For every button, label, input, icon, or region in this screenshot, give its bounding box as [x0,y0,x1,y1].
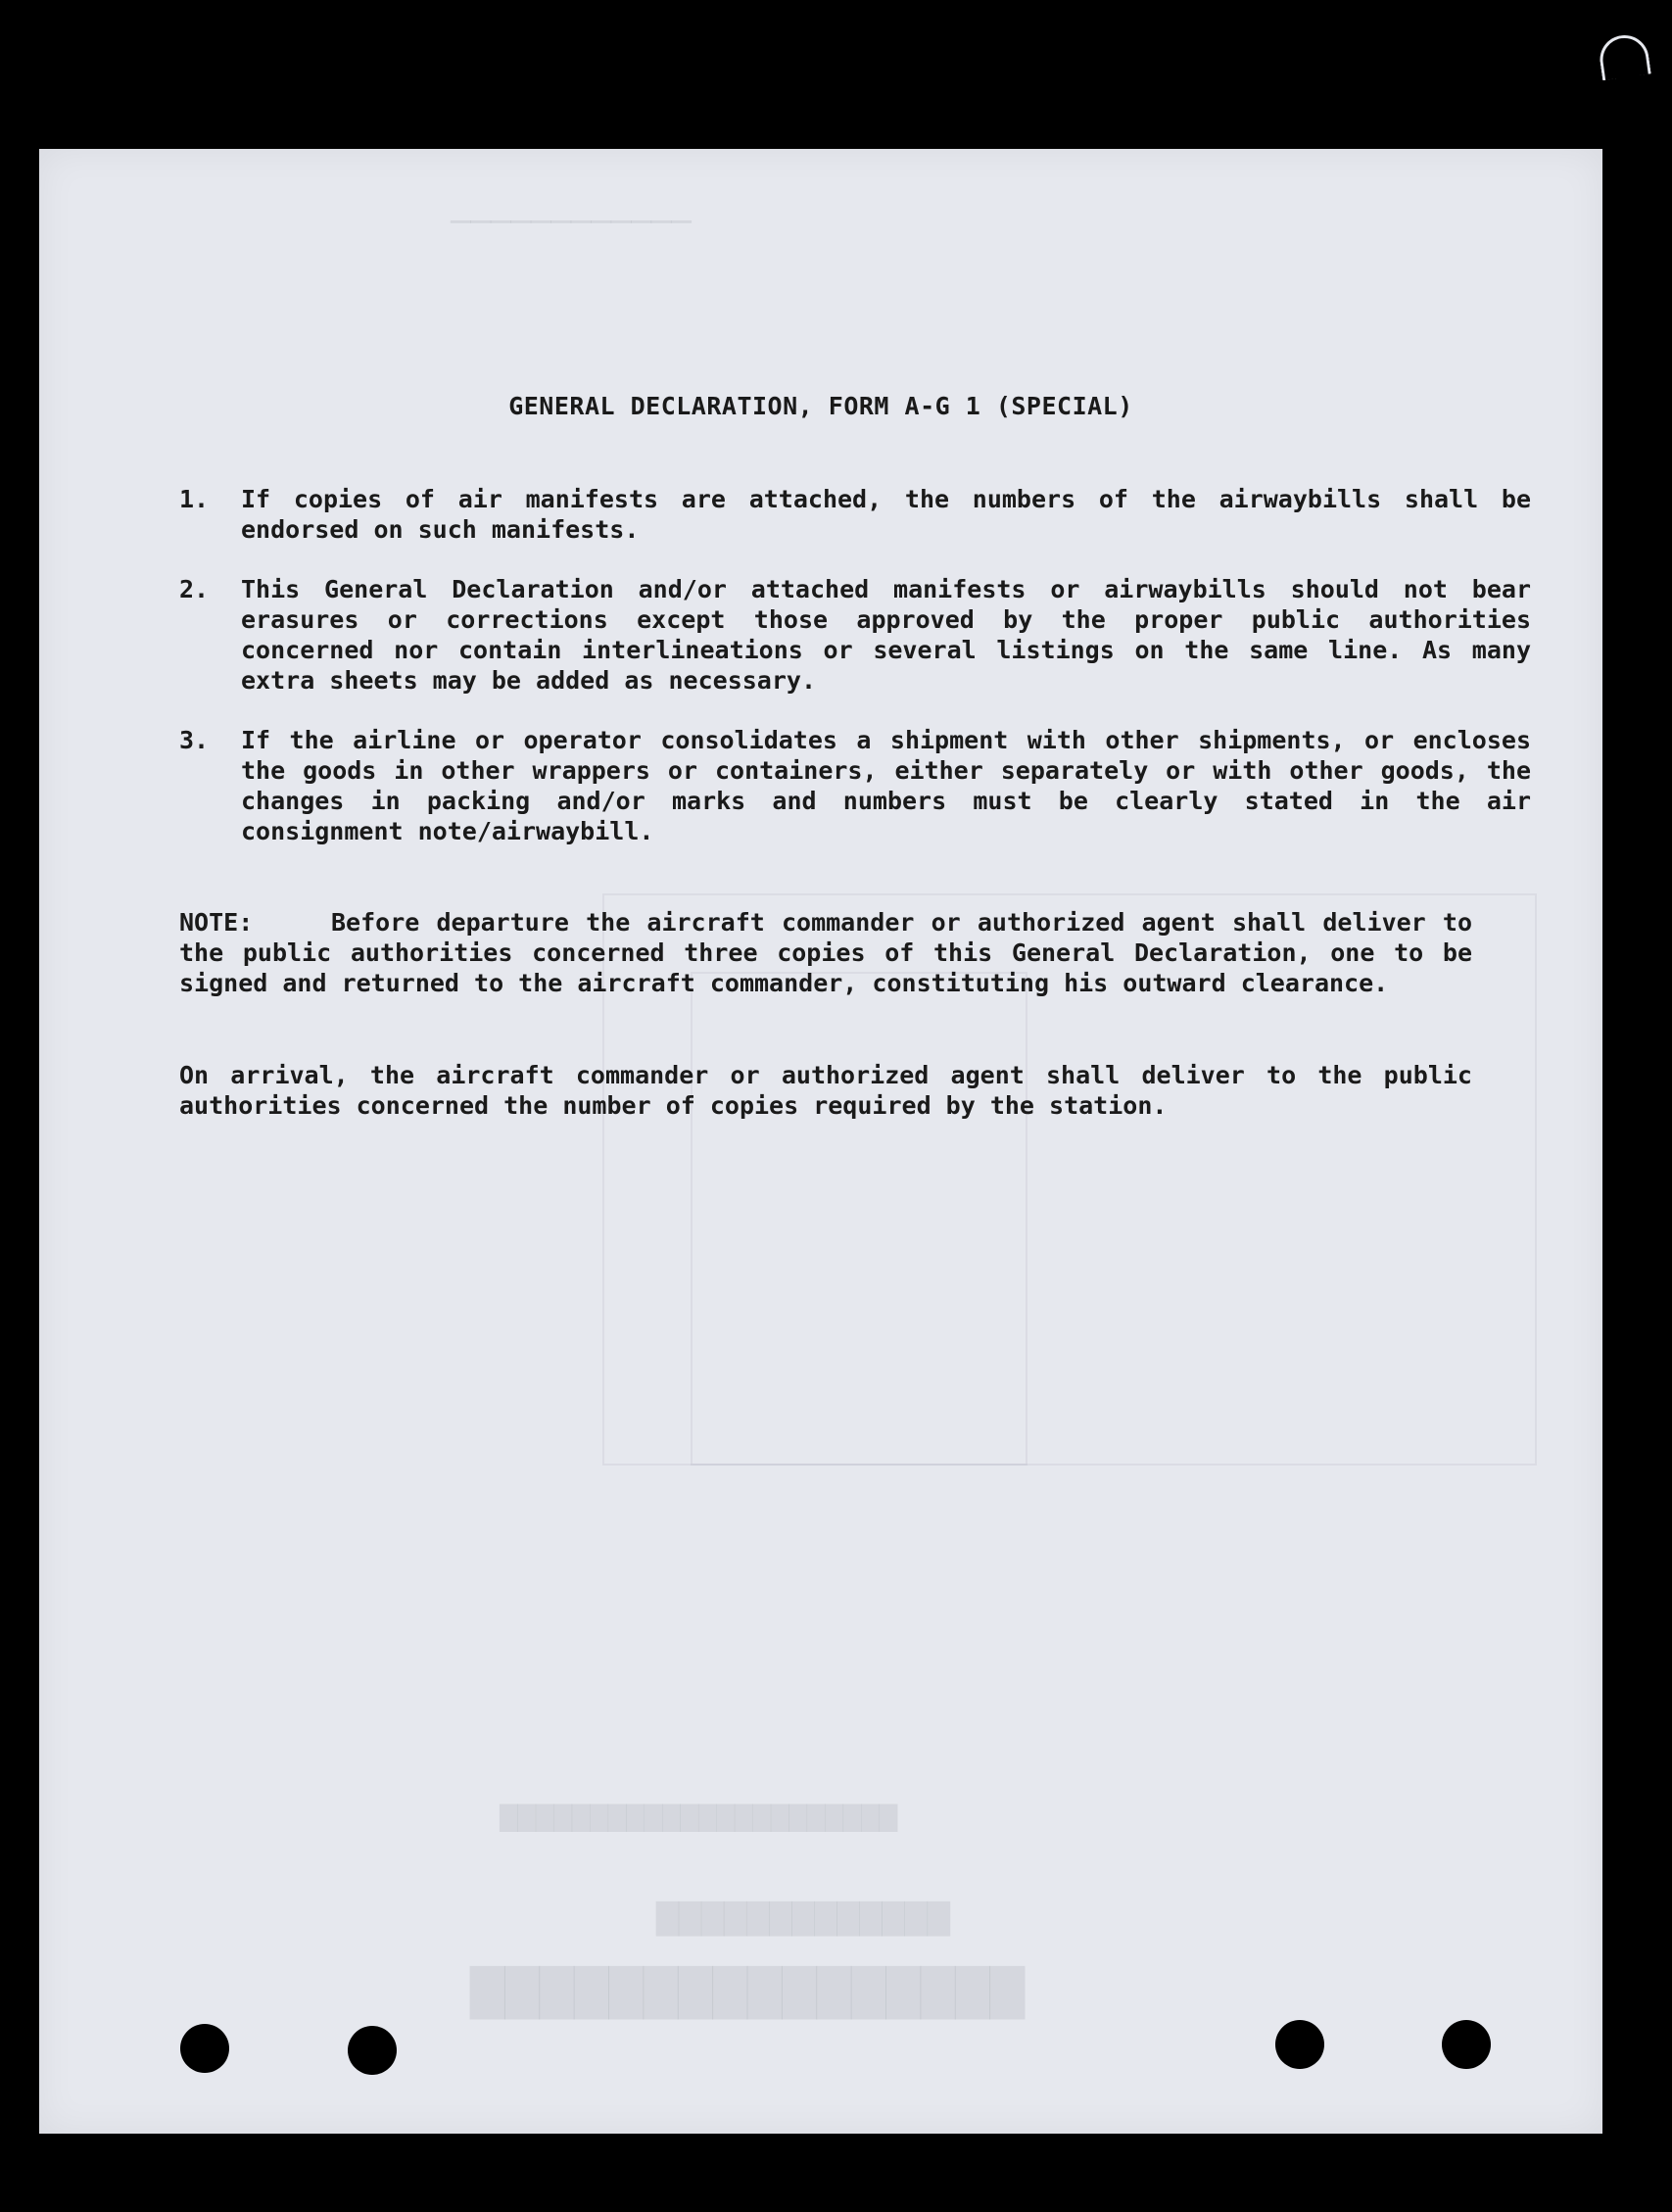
document-page [39,149,1602,2134]
corner-pen-mark [1597,32,1650,81]
bleed-through-mark: ──────────── [451,203,692,242]
bleed-through-mark: █████████████ [656,1902,950,1937]
bleed-through-box [691,972,1027,1466]
item-number: 1. [179,485,210,513]
item-text: If copies of air manifests are attached, the numbers of the airwaybills shall be endorsed on such manifests. [241,485,1531,544]
punch-hole [1275,2020,1324,2069]
item-text: If the airline or operator consolidates a shipment with other shipments, or encloses the goods in other wrappers or containers, either separately or with other goods, the changes in packing and/or marks and numbers must be clearly stated in the air consignment note/airwaybill. [241,726,1531,845]
item-number: 3. [179,726,210,754]
bleed-through-mark: ████████████████ [470,1966,1026,2019]
item-text: This General Declaration and/or attached manifests or airwaybills should not bear erasures or corrections except those approved by the proper public authorities concerned nor contain interlineations or several listings on the same line. As many extra sheets may be added as necessary. [241,575,1531,695]
arrival-paragraph: On arrival, the aircraft commander or authorized agent shall deliver to the public authorities concerned the number of copies required by the station. [179,1061,1472,1120]
punch-hole [1442,2020,1491,2069]
bleed-through-mark: ██████████████████████ [500,1804,898,1832]
document-title: GENERAL DECLARATION, FORM A-G 1 (SPECIAL) [508,392,1133,420]
punch-hole [348,2026,397,2075]
item-number: 2. [179,575,210,603]
note-paragraph [179,907,1472,998]
list-item [179,725,1531,846]
note-text: Before departure the aircraft commander or authorized agent shall deliver to the public authorities concerned three copies of this General Declaration, one to be signed and returned to the aircraft commander, constituting his outward clearance. [179,908,1472,997]
list-item [179,574,1531,696]
note-label: NOTE: [179,908,254,937]
list-item [179,484,1531,545]
punch-hole [180,2024,229,2073]
